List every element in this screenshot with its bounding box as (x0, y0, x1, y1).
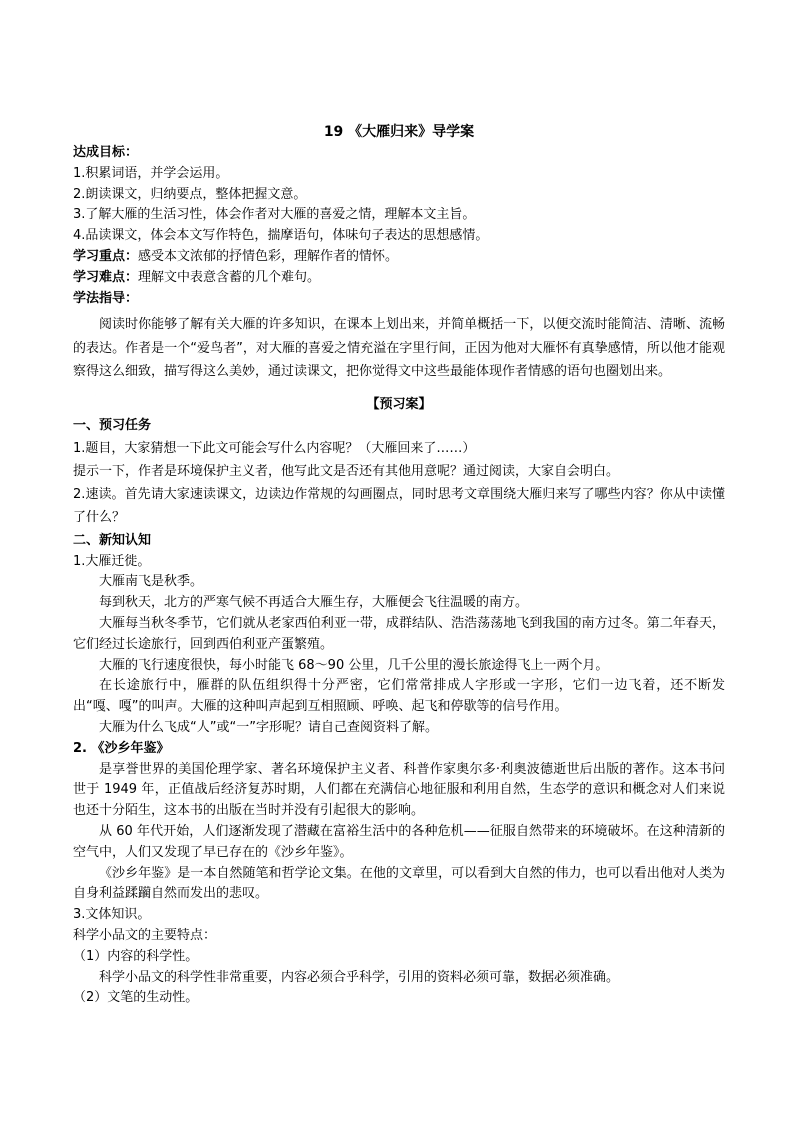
document-content (73, 122, 725, 1009)
genre-point-1-text: 科学小品文的科学性非常重要，内容必须合乎科学，引用的资料必须可靠，数据必须准确。 (99, 969, 620, 985)
objectives-label-text: 达成目标： (73, 145, 139, 160)
migration-paragraph-1: 大雁南飞是秋季。 (99, 574, 204, 590)
objective-item-3: 3.了解大雁的生活习性，体会作者对大雁的喜爱之情，理解本文主旨。 (73, 207, 476, 223)
migration-paragraph-2: 每到秋天，北方的严寒气候不再适合大雁生存，大雁便会飞往温暖的南方。 (99, 595, 529, 611)
difficulty-text: 理解文中表意含蓄的几个难句。 (138, 269, 321, 285)
almanac-paragraph-3: 《沙乡年鉴》是一本自然随笔和哲学论文集。在他的文章里，可以看到大自然的伟力，也可以看出他对人类为自身利益蹂躏自然而发出的悲叹。 (73, 865, 725, 902)
preview-heading: 【预习案】 (366, 397, 432, 413)
almanac-paragraph-1: 是享誉世界的美国伦理学家、著名环境保护主义者、科普作家奥尔多·利奥波德逝世后出版的著作。这本书问世于 1949 年，正值战后经济复苏时期，人们都在充满信心地征服和利用自然，生态学的意识和概念对人们来说也还十分陌生，这本书的出版在当时并没有引起很大的影响。 (73, 761, 725, 819)
migration-paragraph-6: 大雁为什么飞成“人”或“一”字形呢？请自己查阅资料了解。 (99, 720, 438, 736)
objective-item-2: 2.朗读课文，归纳要点，整体把握文意。 (73, 186, 307, 202)
preview-question-1: 1.题目，大家猜想一下此文可能会写什么内容呢？（大雁回来了……） (73, 440, 476, 456)
method-paragraph: 阅读时你能够了解有关大雁的许多知识，在课本上划出来，并简单概括一下，以便交流时能简洁、清晰、流畅的表达。作者是一个“爱鸟者”，对大雁的喜爱之情充溢在字里行间，正因为他对大雁怀有真挚感情，所以他才能观察得这么细致，描写得这么美妙，通过读课文，把你觉得文中这些最能体现作者情感的语句也圈划出来。 (73, 317, 725, 379)
genre-intro: 科学小品文的主要特点： (73, 928, 217, 943)
almanac-heading: 2. 《沙乡年鉴》 (73, 740, 170, 756)
migration-paragraph-5: 在长途旅行中，雁群的队伍组织得十分严密，它们常常排成人字形或一字形，它们一边飞着，还不断发出“嘎、嘎”的叫声。大雁的这种叫声起到互相照顾、呼唤、起飞和停歇等的信号作用。 (73, 678, 725, 715)
page-title: 19 《大雁归来》导学案 (323, 124, 475, 140)
difficulty-label: 学习难点： (73, 269, 139, 285)
almanac-paragraph-2: 从 60 年代开始，人们逐渐发现了潜藏在富裕生活中的各种危机——征服自然带来的环境破坏。在这种清新的空气中，人们又发现了早已存在的《沙乡年鉴》。 (73, 824, 725, 860)
preview-task-heading: 一、预习任务 (73, 418, 152, 434)
objectives-label (73, 143, 725, 164)
genre-point-2: （2）文笔的生动性。 (73, 990, 199, 1006)
genre-point-1: （1）内容的科学性。 (73, 948, 199, 964)
key-point-label: 学习重点： (73, 248, 139, 264)
method-label: 学法指导： (73, 290, 139, 306)
method-label-line (73, 289, 725, 310)
preview-hint: 提示一下，作者是环境保护主义者，他写此文是否还有其他用意呢？通过阅读，大家自会明白。 (73, 463, 620, 479)
migration-heading: 1.大雁迁徙。 (73, 553, 151, 569)
new-knowledge-heading: 二、新知认知 (73, 532, 152, 548)
migration-paragraph-3: 大雁每当秋冬季节，它们就从老家西伯利亚一带，成群结队、浩浩荡荡地飞到我国的南方过冬。第二年春天，它们经过长途旅行，回到西伯利亚产蛋繁殖。 (73, 616, 725, 652)
objective-item-1: 1.积累词语，并学会运用。 (73, 165, 229, 181)
preview-question-2: 2.速读。首先请大家速读课文，边读边作常规的勾画圈点，同时思考文章围绕大雁归来写了哪些内容？你从中读懂了什么？ (73, 486, 725, 525)
key-point-line (73, 247, 725, 268)
objective-item-4: 4.品读课文，体会本文写作特色，揣摩语句，体味句子表达的思想感情。 (73, 228, 489, 244)
migration-paragraph-4: 大雁的飞行速度很快，每小时能飞 68～90 公里，几千公里的漫长旅途得飞上一两个月。 (99, 657, 609, 673)
genre-heading: 3.文体知识。 (73, 907, 151, 923)
key-point-text: 感受本文浓郁的抒情色彩，理解作者的情怀。 (138, 248, 399, 264)
difficulty-line (73, 268, 725, 289)
